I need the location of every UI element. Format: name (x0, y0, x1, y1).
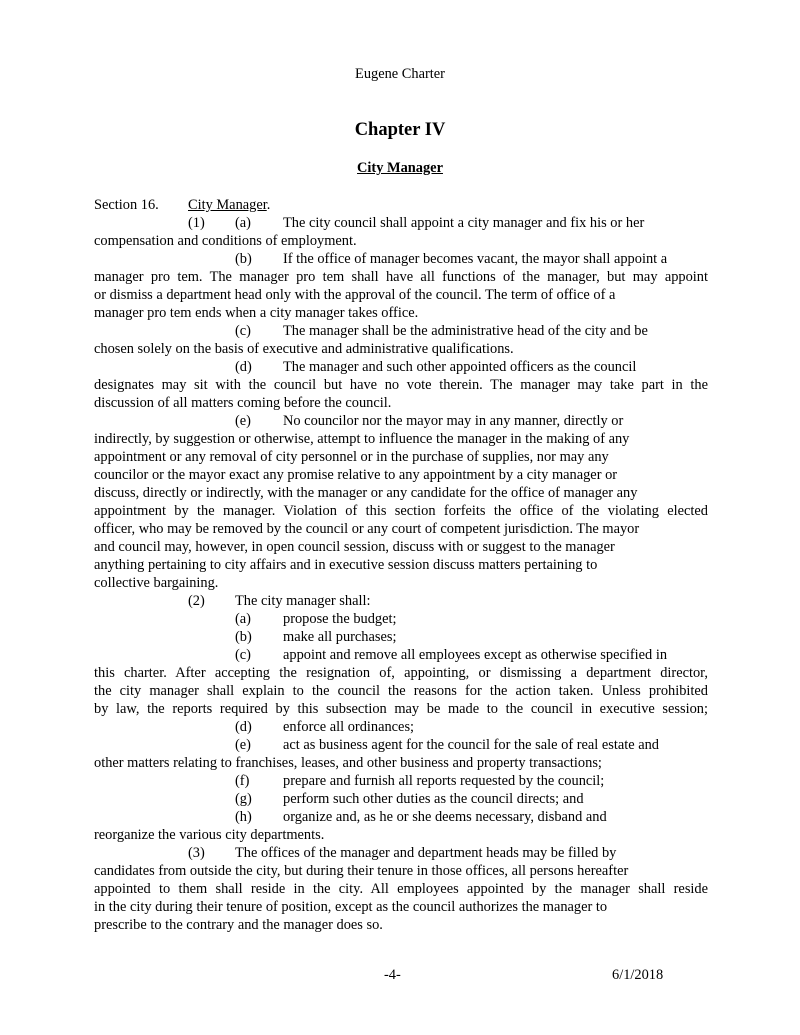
text-line: appointed to them shall reside in the city. All employees appointed by the manager shall reside (94, 881, 708, 897)
text-line: anything pertaining to city affairs and in executive session discuss matters pertaining to (94, 557, 598, 573)
text-line: the city manager shall explain to the council the reasons for the action taken. Unless prohibited (94, 683, 708, 699)
text-line: in the city during their tenure of position, except as the council authorizes the manager to (94, 899, 608, 915)
section-title-period: . (266, 197, 271, 213)
item-2e-label: (e) (235, 737, 251, 753)
item-1e-label: (e) (235, 413, 251, 429)
item-2c-label: (c) (235, 647, 251, 663)
text-line: chosen solely on the basis of executive and administrative qualifications. (94, 341, 514, 357)
footer-date: 6/1/2018 (612, 967, 664, 983)
paragraph-1b-line (94, 250, 708, 268)
item-1c-text: The manager shall be the administrative head of the city and be (283, 323, 648, 339)
subsection-3-text: The offices of the manager and department heads may be filled by (235, 845, 617, 861)
subsection-1-number: (1) (188, 215, 205, 231)
item-1c-label: (c) (235, 323, 251, 339)
text-line: reorganize the various city departments. (94, 827, 325, 843)
text-line: appointment by the manager. Violation of this section forfeits the office of the violating elected (94, 503, 708, 519)
running-header: Eugene Charter (355, 66, 445, 82)
text-line: designates may sit with the council but have no vote therein. The manager may take part in the (94, 377, 708, 393)
item-2a-text: propose the budget; (283, 611, 397, 627)
item-2h-label: (h) (235, 809, 252, 825)
item-2g-label: (g) (235, 791, 252, 807)
item-2f-text: prepare and furnish all reports requested by the council; (283, 773, 605, 789)
item-2d (94, 718, 708, 736)
item-2a-label: (a) (235, 611, 251, 627)
item-2f (94, 772, 708, 790)
paragraph-1c-line (94, 322, 708, 340)
text-line: prescribe to the contrary and the manager does so. (94, 917, 383, 933)
item-1a-label: (a) (235, 215, 251, 231)
item-2f-label: (f) (235, 773, 250, 789)
text-line: or dismiss a department head only with the approval of the council. The term of office of a (94, 287, 616, 303)
chapter-title: City Manager (357, 160, 443, 176)
item-2h (94, 808, 708, 826)
text-line: manager pro tem ends when a city manager takes office. (94, 305, 419, 321)
subsection-2-number: (2) (188, 593, 205, 609)
item-2d-text: enforce all ordinances; (283, 719, 415, 735)
section-number: Section 16. (94, 197, 159, 213)
text-line: appointment or any removal of city personnel or in the purchase of supplies, nor may any (94, 449, 609, 465)
text-line: this charter. After accepting the resignation of, appointing, or dismissing a department director, (94, 665, 708, 681)
text-line: manager pro tem. The manager pro tem shall have all functions of the manager, but may appoint (94, 269, 708, 285)
text-line: indirectly, by suggestion or otherwise, attempt to influence the manager in the making of any (94, 431, 630, 447)
subsection-3-number: (3) (188, 845, 205, 861)
item-2c-text: appoint and remove all employees except as otherwise specified in (283, 647, 668, 663)
text-line: candidates from outside the city, but during their tenure in those offices, all persons hereafter (94, 863, 629, 879)
item-2d-label: (d) (235, 719, 252, 735)
item-2g (94, 790, 708, 808)
item-2c (94, 646, 708, 664)
text-line: councilor or the mayor exact any promise relative to any appointment by a city manager or (94, 467, 618, 483)
item-2e (94, 736, 708, 754)
paragraph-1d-line (94, 358, 708, 376)
text-line: other matters relating to franchises, leases, and other business and property transactions; (94, 755, 602, 771)
paragraph-1a-line (94, 214, 708, 232)
text-line: discussion of all matters coming before the council. (94, 395, 392, 411)
text-line: by law, the reports required by this subsection may be made to the council in executive session; (94, 701, 708, 717)
section-heading (94, 196, 708, 214)
item-2g-text: perform such other duties as the council directs; and (283, 791, 584, 807)
document-body (94, 196, 708, 934)
text-line: collective bargaining. (94, 575, 219, 591)
item-2h-text: organize and, as he or she deems necessary, disband and (283, 809, 607, 825)
item-2b (94, 628, 708, 646)
subsection-3-line (94, 844, 708, 862)
section-title-line (188, 196, 270, 214)
page-number: -4- (384, 967, 401, 983)
text-line: officer, who may be removed by the council or any court of competent jurisdiction. The mayor (94, 521, 640, 537)
item-1d-label: (d) (235, 359, 252, 375)
paragraph-1e-line (94, 412, 708, 430)
chapter-number: Chapter IV (354, 120, 446, 140)
section-title: City Manager (188, 197, 267, 213)
item-2b-label: (b) (235, 629, 252, 645)
item-1d-text: The manager and such other appointed officers as the council (283, 359, 637, 375)
subsection-2-line (94, 592, 708, 610)
text-line: and council may, however, in open council session, discuss with or suggest to the manager (94, 539, 615, 555)
item-2e-text: act as business agent for the council for the sale of real estate and (283, 737, 660, 753)
item-1b-label: (b) (235, 251, 252, 267)
item-2b-text: make all purchases; (283, 629, 397, 645)
item-1a-text: The city council shall appoint a city manager and fix his or her (283, 215, 645, 231)
item-2a (94, 610, 708, 628)
text-line: discuss, directly or indirectly, with the manager or any candidate for the office of manager any (94, 485, 638, 501)
item-1b-text: If the office of manager becomes vacant, the mayor shall appoint a (283, 251, 668, 267)
text-line: compensation and conditions of employment. (94, 233, 357, 249)
item-1e-text: No councilor nor the mayor may in any manner, directly or (283, 413, 624, 429)
subsection-2-intro: The city manager shall: (235, 593, 371, 609)
